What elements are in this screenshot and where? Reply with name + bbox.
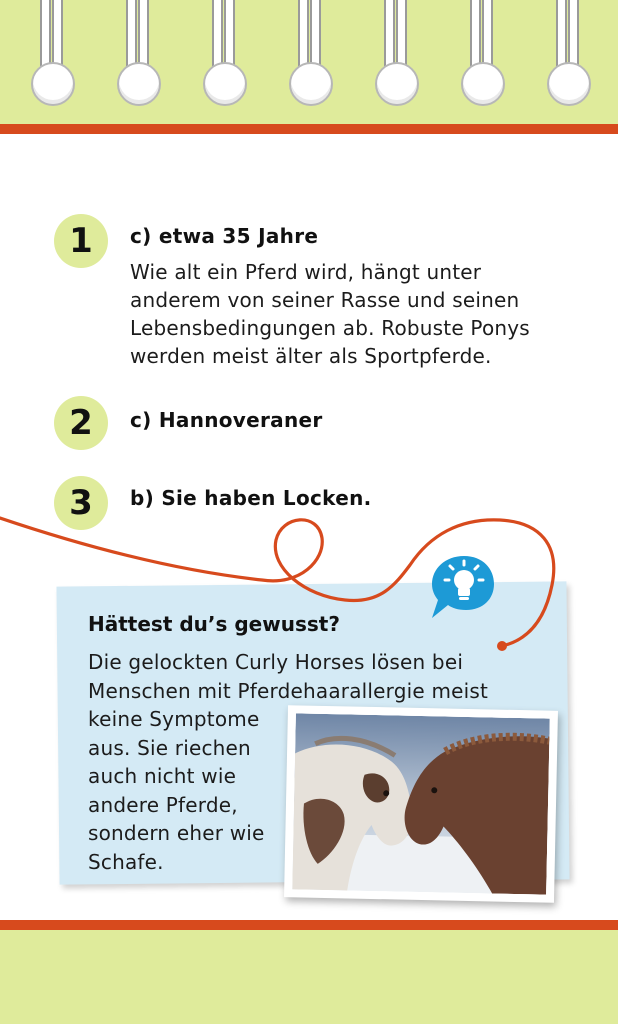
explanation-line: werden meist älter als Sportpferde.	[130, 344, 492, 368]
answer-text-2: c) Hannoveraner	[130, 408, 323, 432]
footer-band	[0, 930, 618, 1024]
horse-photo-frame	[284, 705, 558, 903]
answer-text-1: c) etwa 35 Jahre	[130, 224, 319, 248]
curly-horses-image	[292, 713, 550, 894]
answer-text-3: b) Sie haben Locken.	[130, 486, 372, 510]
fact-line: auch nicht wie	[88, 764, 237, 788]
fact-line: Die gelockten Curly Horses lösen bei	[88, 650, 464, 674]
answer-number-2: 2	[54, 396, 108, 450]
fact-line: keine Symptome	[88, 707, 260, 731]
answer-number-1: 1	[54, 214, 108, 268]
fact-line: andere Pferde,	[88, 792, 238, 817]
explanation-line: anderem von seiner Rasse und seinen	[130, 288, 520, 312]
fact-line: Schafe.	[88, 849, 164, 874]
fact-line: sondern eher wie	[88, 821, 265, 845]
explanation-line: Lebensbedingungen ab. Robuste Ponys	[130, 316, 530, 340]
lightbulb-icon	[428, 552, 500, 624]
answer-number-3: 3	[54, 476, 108, 530]
fact-line: aus. Sie riechen	[88, 735, 251, 760]
explanation-line: Wie alt ein Pferd wird, hängt unter	[130, 260, 482, 284]
footer-accent-line	[0, 920, 618, 930]
horse-photo	[292, 713, 550, 894]
fact-line: Menschen mit Pferdehaarallergie meist	[88, 678, 489, 703]
fact-title: Hättest du’s gewusst?	[88, 612, 340, 636]
